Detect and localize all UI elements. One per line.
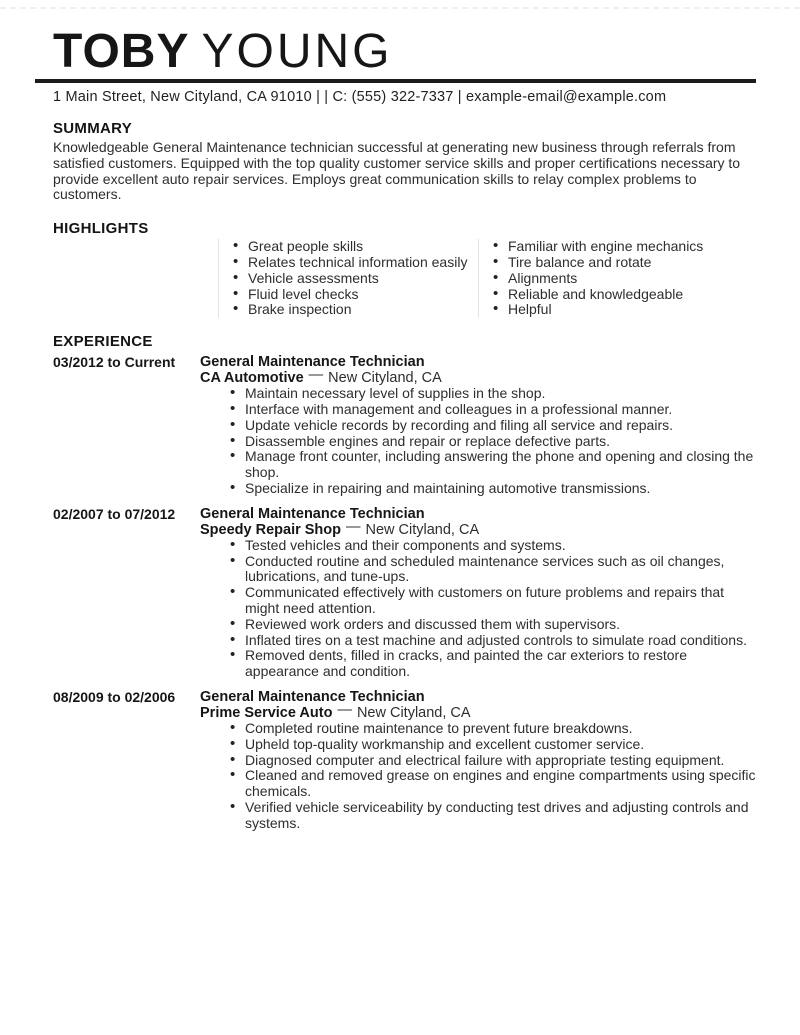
highlight-bullet-item: • Great people skills: [231, 239, 478, 255]
highlights-heading: HIGHLIGHTS: [53, 220, 149, 238]
job-bullet-list: [200, 538, 756, 680]
job-bullet-item: • Removed dents, filled in cracks, and painted the car exteriors to restore appearance and condition.: [228, 648, 756, 680]
company-location-separator: —: [308, 367, 324, 384]
first-name: TOBY: [53, 25, 190, 78]
job-bullet-item: • Maintain necessary level of supplies in the shop.: [228, 386, 756, 402]
job-company: Speedy Repair Shop: [200, 521, 342, 538]
summary-text: Knowledgeable General Maintenance technician successful at generating new business through referrals from satisfied customers. Equipped with the top quality customer service skills and proper certifications necessary to provide excellent auto repair services. Employs great communication skills to relay complex problems to customers.: [53, 139, 741, 203]
job-title: General Maintenance Technician: [200, 354, 425, 371]
highlight-bullet-item: • Vehicle assessments: [231, 271, 478, 287]
highlights-columns: [218, 239, 756, 318]
job-bullet-item: • Inflated tires on a test machine and adjusted controls to simulate road conditions.: [228, 633, 756, 649]
job-location: New Cityland, CA: [365, 521, 480, 538]
highlights-column-2: [478, 239, 756, 318]
job-dates: 02/2007 to 07/2012: [53, 505, 176, 522]
job-body: [200, 506, 756, 680]
job-company-line: [200, 367, 756, 387]
job-bullet-item: • Update vehicle records by recording and filing all service and repairs.: [228, 418, 756, 434]
highlight-bullet-item: • Relates technical information easily: [231, 255, 478, 271]
job-body: [200, 689, 756, 832]
job-body: [200, 354, 756, 497]
highlight-bullet-item: • Alignments: [491, 271, 756, 287]
page-title: [53, 25, 756, 78]
highlight-bullet-item: • Reliable and knowledgeable: [491, 287, 756, 303]
job-location: New Cityland, CA: [328, 370, 442, 387]
job-bullet-list: [200, 386, 756, 497]
job-dates: 08/2009 to 02/2006: [53, 688, 176, 705]
job-bullet-item: • Completed routine maintenance to prevent future breakdowns.: [228, 721, 756, 737]
job-title: General Maintenance Technician: [200, 688, 425, 705]
job-location: New Cityland, CA: [356, 704, 471, 721]
job-bullet-item: • Tested vehicles and their components and systems.: [228, 538, 756, 554]
job-company-line: [200, 701, 756, 721]
last-name: YOUNG: [201, 25, 393, 78]
job-dates: 03/2012 to Current: [53, 354, 176, 371]
job-bullet-item: • Manage front counter, including answering the phone and opening and closing the shop.: [228, 449, 756, 481]
job-bullet-item: • Communicated effectively with customers on future problems and repairs that might need attention.: [228, 585, 756, 617]
summary-section: [53, 120, 756, 203]
highlight-bullet-item: • Brake inspection: [231, 302, 478, 318]
experience-section: [53, 333, 756, 831]
highlight-bullet-item: • Familiar with engine mechanics: [491, 239, 756, 255]
contact-line: 1 Main Street, New Cityland, CA 91010 | | C: (555) 322-7337 | example-email@example.com: [53, 89, 667, 105]
resume-header: [53, 25, 756, 105]
highlight-bullet-item: • Helpful: [491, 302, 756, 318]
job-bullet-item: • Interface with management and colleagues in a professional manner.: [228, 402, 756, 418]
summary-heading: SUMMARY: [53, 120, 133, 137]
experience-job: [53, 354, 756, 497]
job-bullet-item: • Specialize in repairing and maintaining automotive transmissions.: [228, 481, 756, 497]
job-company: Prime Service Auto: [200, 704, 333, 721]
job-company: CA Automotive: [200, 370, 304, 387]
job-bullet-item: • Disassemble engines and repair or replace defective parts.: [228, 434, 756, 450]
page-top-perforation: [0, 7, 800, 9]
highlight-bullet-item: • Tire balance and rotate: [491, 255, 756, 271]
company-location-separator: —: [346, 518, 361, 535]
job-bullet-item: • Reviewed work orders and discussed them with supervisors.: [228, 617, 756, 633]
experience-job: [53, 506, 756, 680]
header-divider: [35, 79, 756, 83]
job-bullet-item: • Conducted routine and scheduled maintenance services such as oil changes, lubrications, and tune-ups.: [228, 554, 756, 586]
job-bullet-item: • Upheld top-quality workmanship and excellent customer service.: [228, 737, 756, 753]
experience-job-list: [53, 354, 756, 831]
job-bullet-list: [200, 721, 756, 832]
experience-heading: EXPERIENCE: [53, 333, 153, 351]
highlight-bullet-item: • Fluid level checks: [231, 287, 478, 303]
highlights-section: [53, 220, 756, 318]
job-company-line: [200, 518, 756, 538]
highlights-column-1: [218, 239, 478, 318]
company-location-separator: —: [337, 701, 352, 718]
job-title: General Maintenance Technician: [200, 505, 425, 522]
job-bullet-item: • Cleaned and removed grease on engines and engine compartments using specific chemicals.: [228, 768, 756, 800]
experience-job: [53, 689, 756, 832]
job-bullet-item: • Diagnosed computer and electrical failure with appropriate testing equipment.: [228, 753, 756, 769]
job-bullet-item: • Verified vehicle serviceability by conducting test drives and adjusting controls and systems.: [228, 800, 756, 832]
